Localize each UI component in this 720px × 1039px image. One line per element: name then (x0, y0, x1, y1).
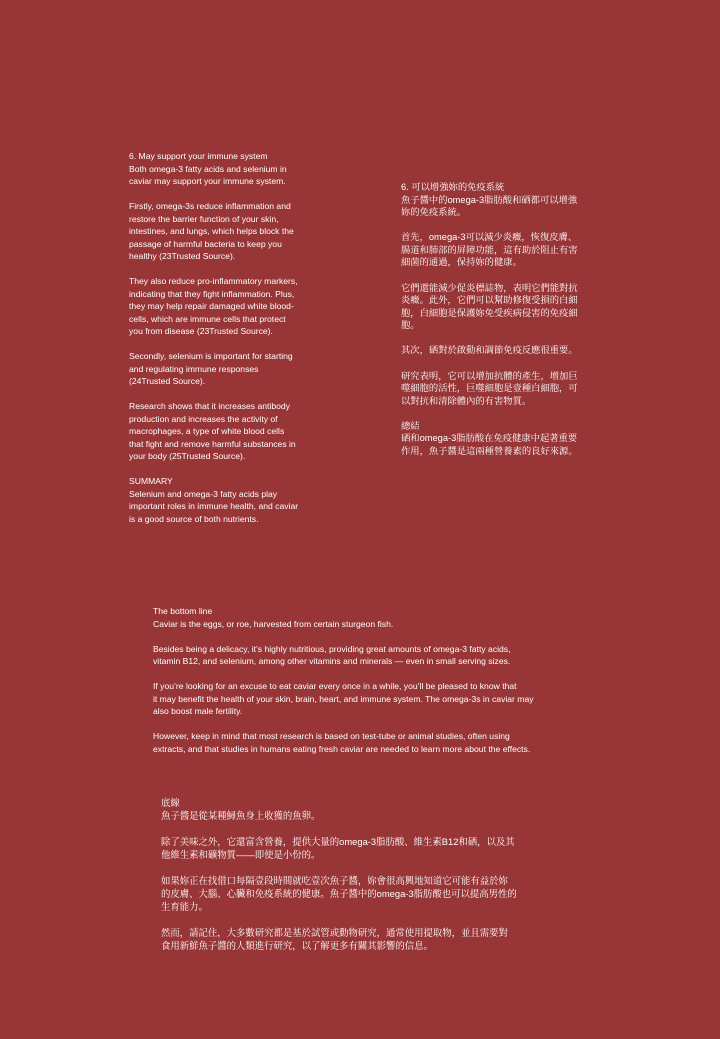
paragraph-benefits: If you’re looking for an excuse to eat caviar every once in a while, you’ll be pleased to know that it may benefit the health of your skin, brain, heart, and immune system. The omega-3s in caviar may also boost male fertility. (153, 681, 534, 716)
paragraph-caveat: 然而，請記住，大多數研究都是基於試管或動物研究，通常使用提取物，並且需要對 食用新鮮魚子醬的人類進行研究，以了解更多有關其影響的信息。 (161, 926, 508, 952)
chinese-immune-section (401, 181, 611, 458)
section-title: The bottom line (153, 606, 213, 616)
paragraph-inflammation: They also reduce pro-inflammatory markers, indicating that they fight inflammation. Plus, they may help repair damaged white blood- cells, which are immune cells that protect you from disease (23Trusted Source). (129, 276, 298, 336)
section-title: 6. May support your immune system (129, 151, 268, 161)
paragraph-omega3: 首先，omega-3可以減少炎癥，恢復皮膚、 腸道和肺部的屏障功能，這有助於阻止有害 細菌的通過，保持妳的健康。 (401, 232, 578, 268)
paragraph-research: 研究表明，它可以增加抗體的產生，增加巨 噬細胞的活性，巨噬細胞是壹種白細胞，可 以對抗和清除體內的有害物質。 (401, 370, 578, 406)
english-bottom-line-section (153, 605, 603, 755)
paragraph-research: Research shows that it increases antibody production and increases the activity of macrophages, a type of white blood cells that fight and remove harmful substances in your body (25Trusted Source). (129, 401, 296, 461)
bottom-line-intro: The bottom line Caviar is the eggs, or roe, harvested from certain sturgeon fish. (153, 606, 394, 629)
summary-text: 硒和omega-3脂肪酸在免疫健康中起著重要 作用，魚子醬是這兩種營養素的良好來源。 (401, 433, 578, 456)
summary (401, 420, 611, 458)
section-title: 底線 (161, 797, 180, 808)
paragraph-nutrition: Besides being a delicacy, it’s highly nutritious, providing great amounts of omega-3 fatty acids, vitamin B12, and selenium, among other vitamins and minerals — even in small serving sizes. (153, 643, 511, 666)
paragraph-caveat: However, keep in mind that most research is based on test-tube or animal studies, often using extracts, and that studies in humans eating fresh caviar are needed to learn more about the effects. (153, 731, 531, 754)
paragraph-nutrition: 除了美味之外，它還富含營養，提供大量的omega-3脂肪酸、維生素B12和硒，以及其 他維生素和礦物質——即使是小份的。 (161, 835, 515, 861)
summary-title: SUMMARY (129, 476, 173, 486)
summary-text: Selenium and omega-3 fatty acids play important roles in immune health, and caviar is a good source of both nutrients. (129, 488, 299, 524)
paragraph-inflammation: 它們還能減少促炎標誌物，表明它們能對抗 炎癥。此外，它們可以幫助修復受損的白細 胞，白細胞是保護妳免受疾病侵害的免疫細 胞。 (401, 282, 578, 331)
paragraph-benefits: 如果妳正在找借口每隔壹段時間就吃壹次魚子醬，妳會很高興地知道它可能有益於妳 的皮膚、大腦、心臟和免疫系統的健康。魚子醬中的omega-3脂肪酸也可以提高男性的 生育能力。 (161, 874, 517, 913)
chinese-bottom-line-section (161, 796, 581, 952)
english-immune-section (129, 150, 339, 525)
summary-title: 總結 (401, 420, 420, 431)
paragraph-selenium: 其次，硒對於啟動和調節免疫反應很重要。 (401, 345, 578, 356)
paragraph-selenium: Secondly, selenium is important for starting and regulating immune responses (24Trusted Source). (129, 351, 293, 386)
summary (129, 475, 339, 525)
section-body-intro: 6. May support your immune system Both omega-3 fatty acids and selenium in caviar may support your immune system. (129, 151, 287, 186)
paragraph-omega3: Firstly, omega-3s reduce inflammation and restore the barrier function of your skin, intestines, and lungs, which helps block the passage of harmful bacteria to keep you healthy (23Trusted Source). (129, 201, 294, 261)
section-body-intro: 6. 可以增強妳的免疫系統 魚子醬中的omega-3脂肪酸和硒都可以增強 妳的免疫系統。 (401, 182, 578, 218)
bottom-line-intro: 底線 魚子醬是從某種鱘魚身上收獲的魚卵。 (161, 797, 321, 822)
section-title: 6. 可以增強妳的免疫系統 (401, 182, 505, 192)
